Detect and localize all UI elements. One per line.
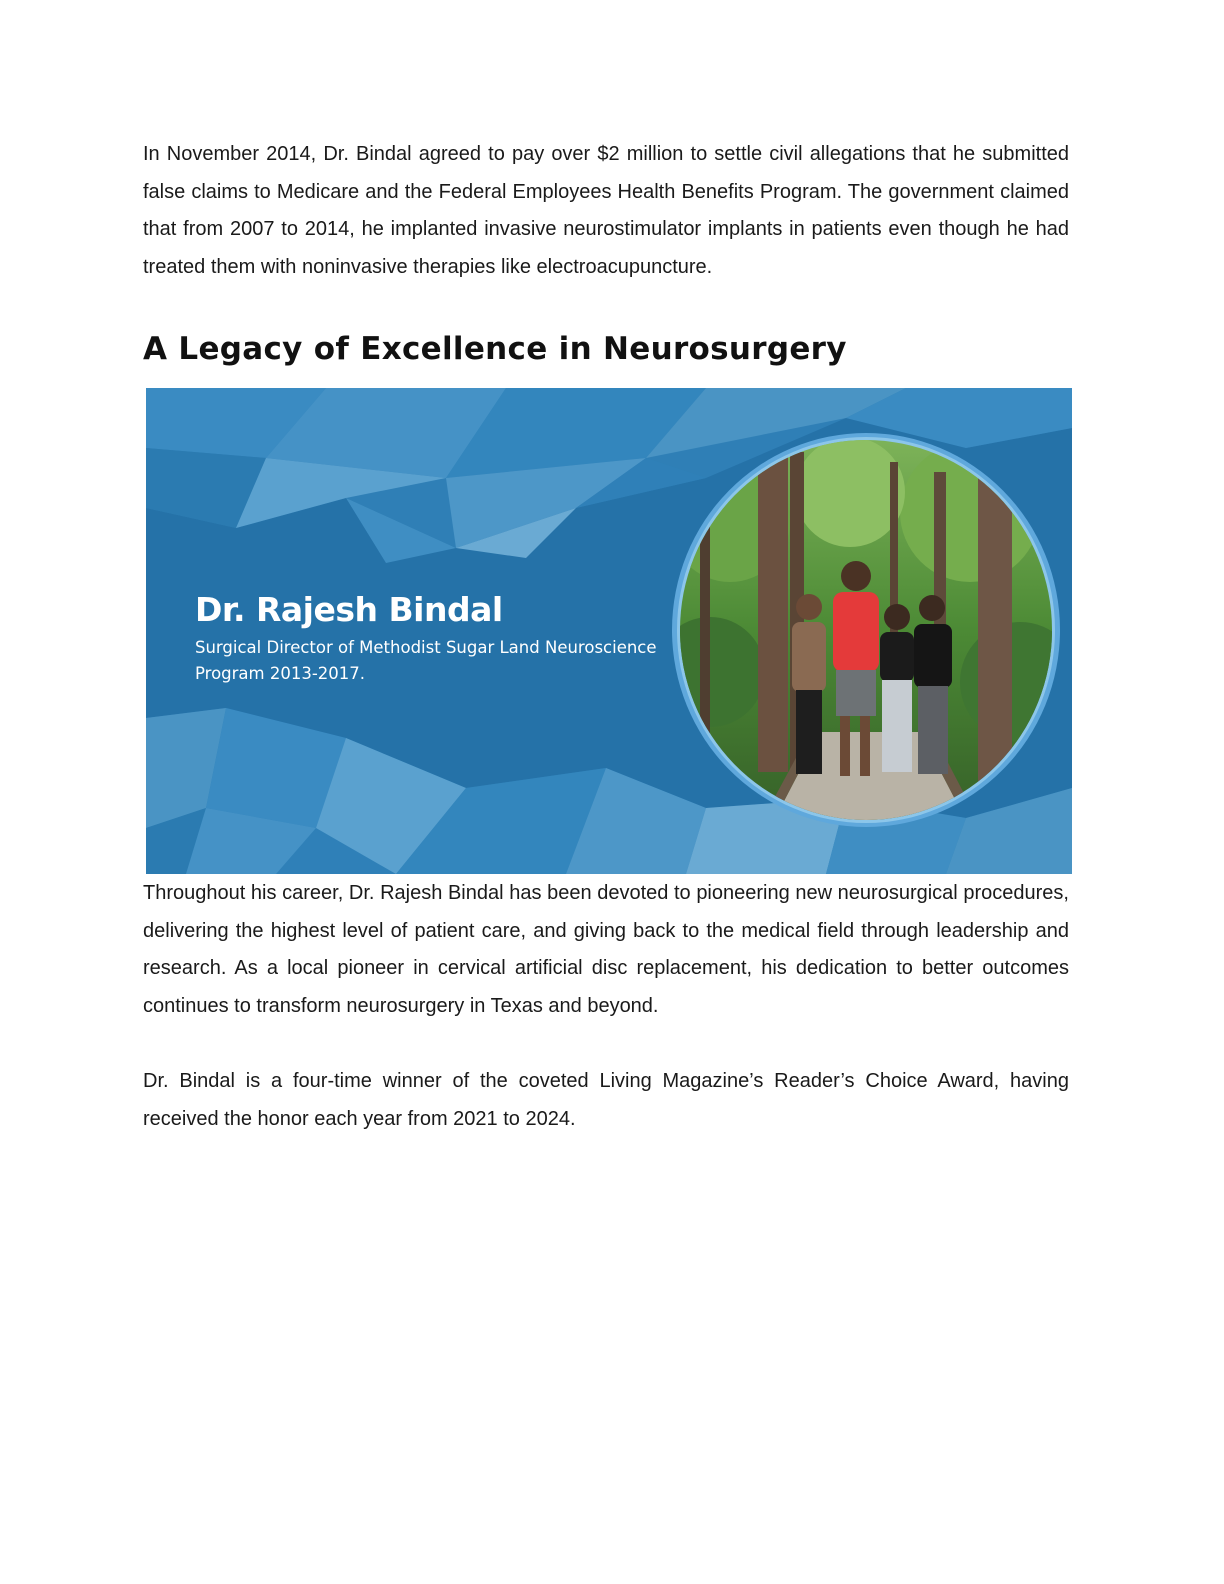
banner-name-title: Dr. Rajesh Bindal: [195, 590, 503, 629]
award-paragraph: Dr. Bindal is a four-time winner of the coveted Living Magazine’s Reader’s Choice Award, having received the honor each year from 2021 to 2024.: [143, 1070, 1069, 1130]
settlement-paragraph: In November 2014, Dr. Bindal agreed to pay over $2 million to settle civil allegations that he submitted false claims to Medicare and the Federal Employees Health Benefits Program. The government claimed that from 2007 to 2014, he implanted invasive neurostimulator implants in patients even though he had treated them with noninvasive therapies like electroacupuncture.: [143, 143, 1069, 278]
profile-banner-image: [146, 388, 1072, 874]
section-heading: A Legacy of Excellence in Neurosurgery: [143, 331, 847, 367]
banner-subtitle: Surgical Director of Methodist Sugar Land Neuroscience Program 2013-2017.: [195, 638, 657, 683]
group-photo-forest-icon: [670, 432, 1062, 828]
career-paragraph: Throughout his career, Dr. Rajesh Bindal has been devoted to pioneering new neurosurgical procedures, delivering the highest level of patient care, and giving back to the medical field through leadership and research. As a local pioneer in cervical artificial disc replacement, his dedication to better outcomes continues to transform neurosurgery in Texas and beyond.: [143, 882, 1069, 1017]
